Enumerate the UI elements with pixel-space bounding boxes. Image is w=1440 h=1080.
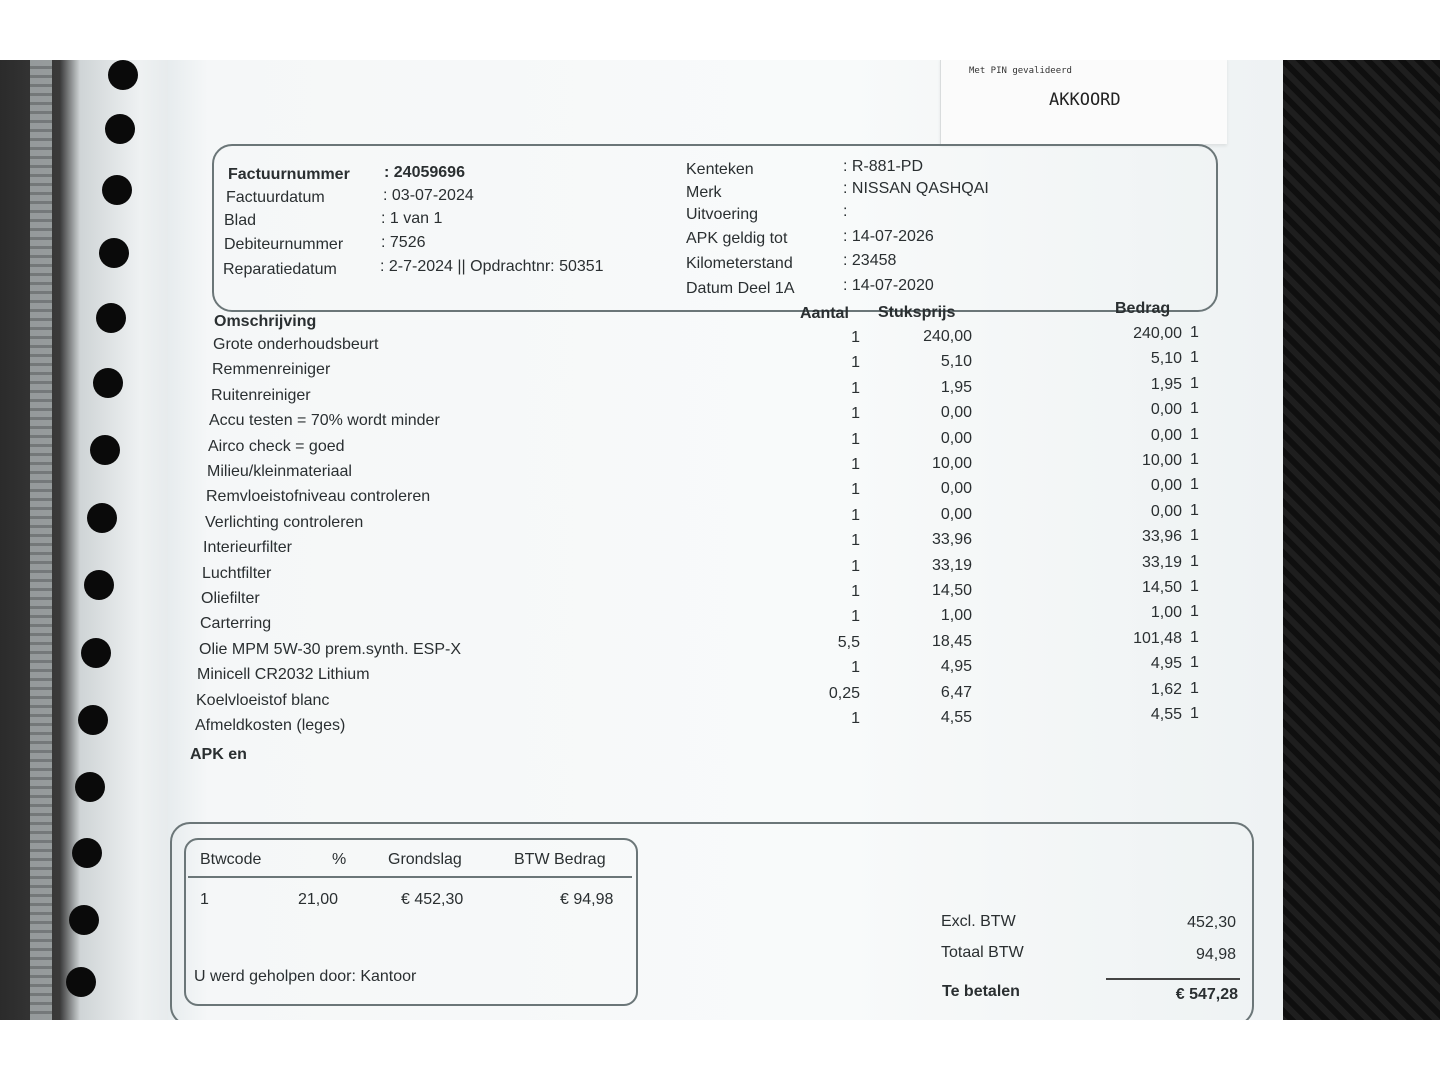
item-vat-code: 1	[1190, 680, 1199, 697]
vat-header-grondslag: Grondslag	[388, 851, 462, 868]
item-vat-code: 1	[1190, 553, 1199, 570]
item-unit-price: 6,47	[940, 684, 972, 701]
te-betalen-value: € 547,28	[1175, 986, 1238, 1003]
item-amount: 5,10	[1150, 350, 1182, 367]
item-unit-price: 240,00	[923, 328, 972, 345]
document-photo	[0, 60, 1440, 1020]
item-vat-code: 1	[1190, 451, 1199, 468]
binder-hole	[87, 503, 117, 533]
item-quantity: 1	[851, 456, 860, 473]
col-header-aantal: Aantal	[800, 305, 849, 322]
uitvoering-label: Uitvoering	[686, 206, 759, 223]
item-amount: 0,00	[1150, 427, 1182, 444]
col-header-omschrijving: Omschrijving	[214, 313, 317, 330]
item-vat-code: 1	[1190, 400, 1199, 417]
binder-hole	[99, 238, 129, 268]
item-unit-price: 14,50	[931, 582, 972, 599]
excl-btw-value: 452,30	[1187, 914, 1236, 931]
item-quantity: 1	[851, 405, 860, 422]
binder-hole	[102, 175, 132, 205]
item-description: Airco check = goed	[208, 438, 345, 455]
item-quantity: 1	[851, 380, 860, 397]
item-amount: 4,55	[1150, 706, 1182, 723]
item-quantity: 0,25	[828, 685, 860, 702]
binder-hole	[93, 368, 123, 398]
item-amount: 10,00	[1141, 452, 1182, 469]
item-amount: 0,00	[1150, 503, 1182, 520]
item-description: Remvloeistofniveau controleren	[206, 488, 431, 505]
item-unit-price: 1,00	[940, 607, 972, 624]
item-unit-price: 18,45	[931, 633, 972, 650]
kilometerstand-value: : 23458	[843, 252, 897, 269]
blad-label: Blad	[224, 212, 257, 229]
item-vat-code: 1	[1190, 705, 1199, 722]
item-vat-code: 1	[1190, 654, 1199, 671]
kilometerstand-label: Kilometerstand	[686, 255, 793, 272]
item-description: Accu testen = 70% wordt minder	[209, 412, 440, 429]
item-vat-code: 1	[1190, 629, 1199, 646]
item-quantity: 1	[851, 507, 860, 524]
binder-hole	[105, 114, 135, 144]
debiteurnummer-value: : 7526	[381, 234, 426, 251]
item-description: Carterring	[200, 615, 272, 632]
helped-by: U werd geholpen door: Kantoor	[194, 968, 417, 985]
item-unit-price: 0,00	[940, 430, 972, 447]
merk-label: Merk	[686, 184, 722, 201]
item-description: Verlichting controleren	[205, 514, 364, 531]
binder-hole	[75, 772, 105, 802]
reparatiedatum-label: Reparatiedatum	[223, 261, 337, 278]
deel1a-value: : 14-07-2020	[843, 277, 934, 294]
item-description: Milieu/kleinmateriaal	[207, 463, 352, 480]
col-header-bedrag: Bedrag	[1115, 300, 1171, 317]
item-description: Afmeldkosten (leges)	[195, 717, 346, 734]
item-vat-code: 1	[1190, 502, 1199, 519]
apk-value: : 14-07-2026	[843, 228, 934, 245]
item-amount: 1,00	[1150, 604, 1182, 621]
item-amount: 240,00	[1133, 325, 1182, 342]
apk-label: APK geldig tot	[686, 230, 788, 247]
item-quantity: 1	[851, 710, 860, 727]
vat-header-btwcode: Btwcode	[200, 851, 262, 868]
item-amount: 33,19	[1141, 554, 1182, 571]
deel1a-label: Datum Deel 1A	[686, 280, 795, 297]
item-vat-code: 1	[1190, 375, 1199, 392]
binder-hole	[90, 435, 120, 465]
uitvoering-value: :	[843, 203, 848, 220]
binder-hole	[66, 967, 96, 997]
binder-hole	[108, 60, 138, 90]
item-quantity: 1	[851, 532, 860, 549]
totaal-btw-label: Totaal BTW	[941, 944, 1024, 961]
factuurdatum-value: : 03-07-2024	[383, 187, 474, 204]
vat-cell-btw-bedrag: € 94,98	[560, 891, 614, 908]
item-vat-code: 1	[1190, 426, 1199, 443]
item-unit-price: 4,55	[940, 709, 972, 726]
pin-receipt-slip	[940, 60, 1227, 144]
item-amount: 0,00	[1150, 401, 1182, 418]
total-divider	[1106, 978, 1240, 980]
sheet-protector-edge	[0, 60, 180, 1020]
item-quantity: 5,5	[837, 634, 860, 651]
vat-header-btw-bedrag: BTW Bedrag	[514, 851, 606, 868]
vat-cell-grondslag: € 452,30	[401, 891, 464, 908]
binder-hole	[69, 905, 99, 935]
excl-btw-label: Excl. BTW	[941, 913, 1016, 930]
merk-value: : NISSAN QASHQAI	[843, 180, 989, 197]
item-description: Oliefilter	[201, 590, 260, 607]
item-description: Interieurfilter	[203, 539, 292, 556]
vat-header-divider	[188, 876, 632, 878]
item-amount: 1,95	[1150, 376, 1182, 393]
factuurnummer-value: : 24059696	[384, 164, 465, 181]
debiteurnummer-label: Debiteurnummer	[224, 236, 344, 253]
receipt-status: AKKOORD	[1049, 90, 1121, 110]
item-description: Luchtfilter	[202, 565, 272, 582]
item-description: Koelvloeistof blanc	[196, 692, 330, 709]
binder-hole	[96, 303, 126, 333]
item-description: Olie MPM 5W-30 prem.synth. ESP-X	[199, 641, 461, 658]
item-unit-price: 0,00	[940, 480, 972, 497]
item-vat-code: 1	[1190, 603, 1199, 620]
item-vat-code: 1	[1190, 349, 1199, 366]
item-unit-price: 0,00	[940, 404, 972, 421]
totaal-btw-value: 94,98	[1195, 946, 1236, 963]
binder-hole	[78, 705, 108, 735]
col-header-stuksprijs: Stuksprijs	[878, 304, 956, 321]
binder-hole	[72, 838, 102, 868]
item-unit-price: 10,00	[931, 455, 972, 472]
item-unit-price: 0,00	[940, 506, 972, 523]
vat-cell-percent: 21,00	[298, 891, 339, 908]
blad-value: : 1 van 1	[381, 210, 443, 227]
te-betalen-label: Te betalen	[942, 983, 1020, 1000]
vat-cell-btwcode: 1	[200, 891, 209, 908]
item-amount: 101,48	[1133, 630, 1182, 647]
item-quantity: 1	[851, 659, 860, 676]
item-unit-price: 5,10	[940, 353, 972, 370]
item-unit-price: 4,95	[940, 658, 972, 675]
item-amount: 14,50	[1141, 579, 1182, 596]
item-vat-code: 1	[1190, 578, 1199, 595]
reparatiedatum-value: : 2-7-2024 || Opdrachtnr: 50351	[380, 258, 604, 275]
item-description: Minicell CR2032 Lithium	[197, 666, 370, 683]
vat-header-percent: %	[332, 851, 347, 868]
item-description: Ruitenreiniger	[211, 387, 311, 404]
factuurnummer-label: Factuurnummer	[228, 166, 350, 183]
receipt-pin-text: Met PIN gevalideerd	[969, 66, 1072, 76]
item-vat-code: 1	[1190, 324, 1199, 341]
item-unit-price: 33,96	[931, 531, 972, 548]
item-unit-price: 33,19	[931, 557, 972, 574]
item-amount: 0,00	[1150, 477, 1182, 494]
binder-hole	[84, 570, 114, 600]
factuurdatum-label: Factuurdatum	[226, 189, 325, 206]
item-description: Remmenreiniger	[212, 361, 331, 378]
item-quantity: 1	[851, 608, 860, 625]
item-amount: 1,62	[1150, 681, 1182, 698]
item-unit-price: 1,95	[940, 379, 972, 396]
item-quantity: 1	[851, 558, 860, 575]
item-vat-code: 1	[1190, 476, 1199, 493]
item-quantity: 1	[851, 354, 860, 371]
item-amount: 4,95	[1150, 655, 1182, 672]
item-quantity: 1	[851, 583, 860, 600]
item-quantity: 1	[851, 329, 860, 346]
footer-note: APK en	[190, 746, 247, 763]
perforation-strip	[30, 60, 52, 1020]
item-amount: 33,96	[1141, 528, 1182, 545]
item-vat-code: 1	[1190, 527, 1199, 544]
item-description: Grote onderhoudsbeurt	[213, 336, 379, 353]
kenteken-value: : R-881-PD	[843, 158, 924, 175]
binder-hole	[81, 638, 111, 668]
kenteken-label: Kenteken	[686, 161, 754, 178]
item-quantity: 1	[851, 481, 860, 498]
item-quantity: 1	[851, 431, 860, 448]
